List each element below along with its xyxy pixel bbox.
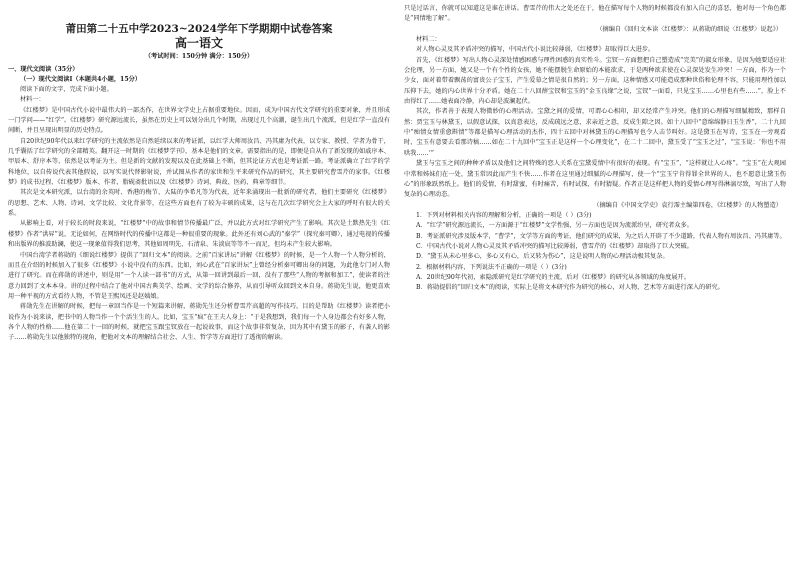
paragraph: 只是过话言，你就可以知道这是谁在讲话。曹雪芹的伟大之处还在于，他在描写每个人物的时候都没有加入自己的喜恶，他对每一个角色都是“同情地了解”。 — [404, 5, 786, 23]
paragraph: 其次，作者善于表现人物微妙的心理活动。宝黛之间的爱情，可谓心心相印，却又经常产生冲突。他们的心理描写细腻精致，那样自然：贾宝玉与林黛玉，以假意试探，以真意表达，反成疏远之意，求亲近之意，反成生隙之因。如十八回中“意绵绵静日玉生香”，二十九回中“痴情女情重愈斟情”等都是描写心理活动的杰作，四十五回中对林黛玉的心理描写也令人击节叫好。这是黛玉在写诗，宝玉在一旁观看时，宝玉有意要去看那诗稿……如在二十九回中“宝玉正是这样一个心理变化”，在二十二回中，黛玉受了“宝玉之过”，“宝玉说：‘你也不用哄我……’” — [404, 108, 786, 157]
paragraph: 对人物心灵及其矛盾冲突的描写，中国古代小说比较薄弱，《红楼梦》却取得巨大进步。 — [416, 46, 655, 54]
paragraph: 从影响上看，对于较长的时段来说，“红楼梦”中的故事和情节传播最广泛，并以此方式对红学研究产生了影响。其次是土默热先生《红楼梦》作者“洪昇”说，无论如何，在网络时代的传播中这都是一种很重要的现象。此外还有刘心武的“秦学”（探究秦可卿），通过电视的传播和出版界的推波助澜，使这一现象值得我们思考，其他如周明先、石清泉、朱淡宸等等不一而足，但均未产生较大影响。 — [8, 220, 390, 249]
right-column — [404, 0, 786, 561]
paragraph: 首先，《红楼梦》写出人物心灵深处情感困惑与理性困惑的真实性斗。宝钗一方面想把自己塑造成“完美”的淑女形象，是因为她要适应社会伦理，另一方面，她又是一个有个性的女孩，她不能摆脱生命原始的本能欲求，于是两种欲求使在心灵深处发生冲突！一方面，作为一个少女，面对着带着飘荡的富贵公子宝玉，产生爱慕之情是很自然的；另一方面，这种情感又可能造成那种世俗和伦理不容，只能用理性加以压抑下去，她的内心世界十分矛盾。她在二十八回薛宝钗和宝玉的“金玉良缘”之说，宝钗“一面看，只见宝玉……心里也有些……”，脸上不由得红了……她表面冷静，内心却是波澜起伏。 — [404, 56, 786, 106]
paragraph: 自20世纪90年代以来红学研究的主流依然是自然延续以来的考证派，以红学大师周汝昌、冯其庸为代表，以专家、教授、学者为骨干，几乎囊括了红学研究的全部精英。翻开这一时期的《红楼梦学刊》，基本是他们的文章。需要指出的是，即便是自从有了新发现的如戚序本、甲辰本、舒序本等，依然是以考证为主。但是新的文献的发现以及在此基础上不断，但其论证方式也是考证派一路。考证派确立了红学的学科地位，以自传说代表其他假说，以写实说代替影射说，并试图从作者的家世和生平来研究作品的研究，其主要研究曹雪芹的家事。《红楼梦》的成书过程、《红楼梦》版本、作者，脂砚斋批语以及《红楼梦》诗词、典故、医药、典章等细节。 — [8, 137, 390, 187]
question-option: A．20世纪90年代初，索隐派研究是红学研究的主流，后对《红楼梦》的研究从各领域的角度展开。 — [416, 273, 690, 281]
question-option: B．考证派研究涉及版本学，“曹学”，文学等方面的考证，他们研究的成果，为之后人开辟了不少道路，代表人物有周汝昌、冯其庸等。 — [416, 232, 786, 240]
question-option: B．蒋勋提倡的“回归文本”的阅读，实际上是将文本研究作为研究的核心，对人物、艺术等方面进行深入的研究。 — [416, 284, 724, 292]
page-subtitle: 高一语文 — [174, 36, 223, 50]
question-option: C．中国古代小说对人物心灵及其矛盾冲突的描写比较薄弱，曹雪芹的《红楼梦》却取得了巨大突破。 — [416, 242, 693, 250]
source-note: （摘编自《中国文学史》袁行霈主编第四卷，《红楼梦》的人物塑造） — [593, 201, 782, 209]
question-option: D．“黛玉从未心里多心，多心又有心，后又转为伤心”，这是说明人物的心理活动极其复杂。 — [416, 253, 669, 261]
page-title: 莆田第二十五中学2023~2024学年下学期期中试卷答案 — [65, 23, 333, 35]
material-label: 材料一： — [20, 96, 45, 104]
question-1: 1．下列对材料相关内容的理解和分析，正确的一项是（ ）(3分) — [416, 211, 592, 219]
question-option: A．“红学”研究源远流长，一方面源于“红楼梦”文学性强，另一方面也是因为流派纷呈，研究者众多。 — [416, 222, 693, 230]
subsection-heading: （一）现代文阅读Ⅰ（本题共4小题，15分） — [20, 76, 141, 83]
section-heading: 一、现代文阅读（35分） — [8, 66, 79, 73]
material-label: 材料二： — [416, 36, 441, 44]
paragraph: 其次是文本研究派，以台湾的余英时、香港的梅节、大陆的李希凡等为代表，近年来涌现出一批新的研究者，他们主要研究《红楼梦》的思想、艺术、人物、诗词、文学比较、文化背景等，在这些方面也有了较为丰硕的成果，这与在几次红学研究会上大家的呼吁有很大的关系。 — [8, 189, 390, 218]
paragraph: 中国台湾学者蒋勋的《细说红楼梦》提供了“回归文本”的阅读。之前“百家讲坛”讲解《红楼梦》的时候，是一个人物一个人物分析的，而且在介绍的时候加入了很多《红楼梦》小说中没有的东西。比如，刘心武在“百家讲坛”上曾经分析秦可卿出身的问题，为此他专门对人物进行了研究。而在蒋勋的讲述中，则是用“一个人读一部书”的方式，从第一回讲到最后一回，没有了那些“人物的考据和加工”，使读者的注意力回到了文本本身。讲的过程中结合了他对中国古典美学、绘画、文学的综合修养，从而引导听众回到文本自身。蒋勋先生说，他更喜欢用一种平视的方式看待人物，不管是王熙凤还是赵姨娘。 — [8, 251, 390, 300]
source-note: （摘编自《回归文本读〈红楼梦〉：从蒋勋的细说〈红楼梦〉说起》） — [596, 25, 782, 33]
left-column — [8, 0, 390, 561]
question-2: 2．根据材料内容，下列说法不正确的一项是（ ）(3分) — [416, 263, 567, 271]
paragraph: 蒋勋先生在讲解的时候，把每一章回当作是一个短篇来讲解，蒋勋先生还分析曹雪芹高超的写作技巧，目的是帮助《红楼梦》读者把小说作为小说来读，把书中的人物当作一个个活生生的人。比如，宝玉“疯”在王夫人身上：“于是我想到，我们每一个人身边都会有好多人物，各个人物的性格……他在第二十一回的时候，就把宝玉跟宝钗放在一起说故事，而这个故事非常复杂，因为其中有黛玉的影子，有袭人的影子……蒋勋先生以他独特的视角，把他对文本的理解结合社会、人生、哲学等方面进行了透彻的解读。 — [8, 303, 390, 342]
paragraph: 《红楼梦》是中国古代小说中最伟大的一部杰作，在世界文学史上占据重要地位。因而，成为中国古代文学研究的重要对象，并且形成一门学问——“红学”。《红楼梦》研究源远流长，虽然在历史上可以划分出几个时期，出现过几个高潮，诞生出几个流派，但是红学一直没有间断，并且呈现出明显的历史特点。 — [8, 106, 390, 135]
instruction: 阅读下面的文字，完成下面小题。 — [20, 86, 113, 93]
exam-info: （考试时间：150分钟 满分：150分） — [144, 53, 254, 60]
paragraph: 黛玉与宝玉之间的种种矛盾以及他们之间特殊的恋人关系在宝黛爱情中有很好的表现。有“宝玉”，“这样就让人心疼”。“宝玉”在大观园中常和姊妹们在一处，黛玉常因此而产生不快……作者在这里通过细腻的心理描写，使一个“宝玉宁肯得罪全世界的人，也不愿意让黛玉伤心”的形象跃然纸上。他们的爱情，有时甜蜜，有时痛苦，有时试探，有时猜疑。作者正是这样把人物的爱情心理写得淋漓尽致，写出了人物复杂的心理动态。 — [404, 160, 786, 199]
